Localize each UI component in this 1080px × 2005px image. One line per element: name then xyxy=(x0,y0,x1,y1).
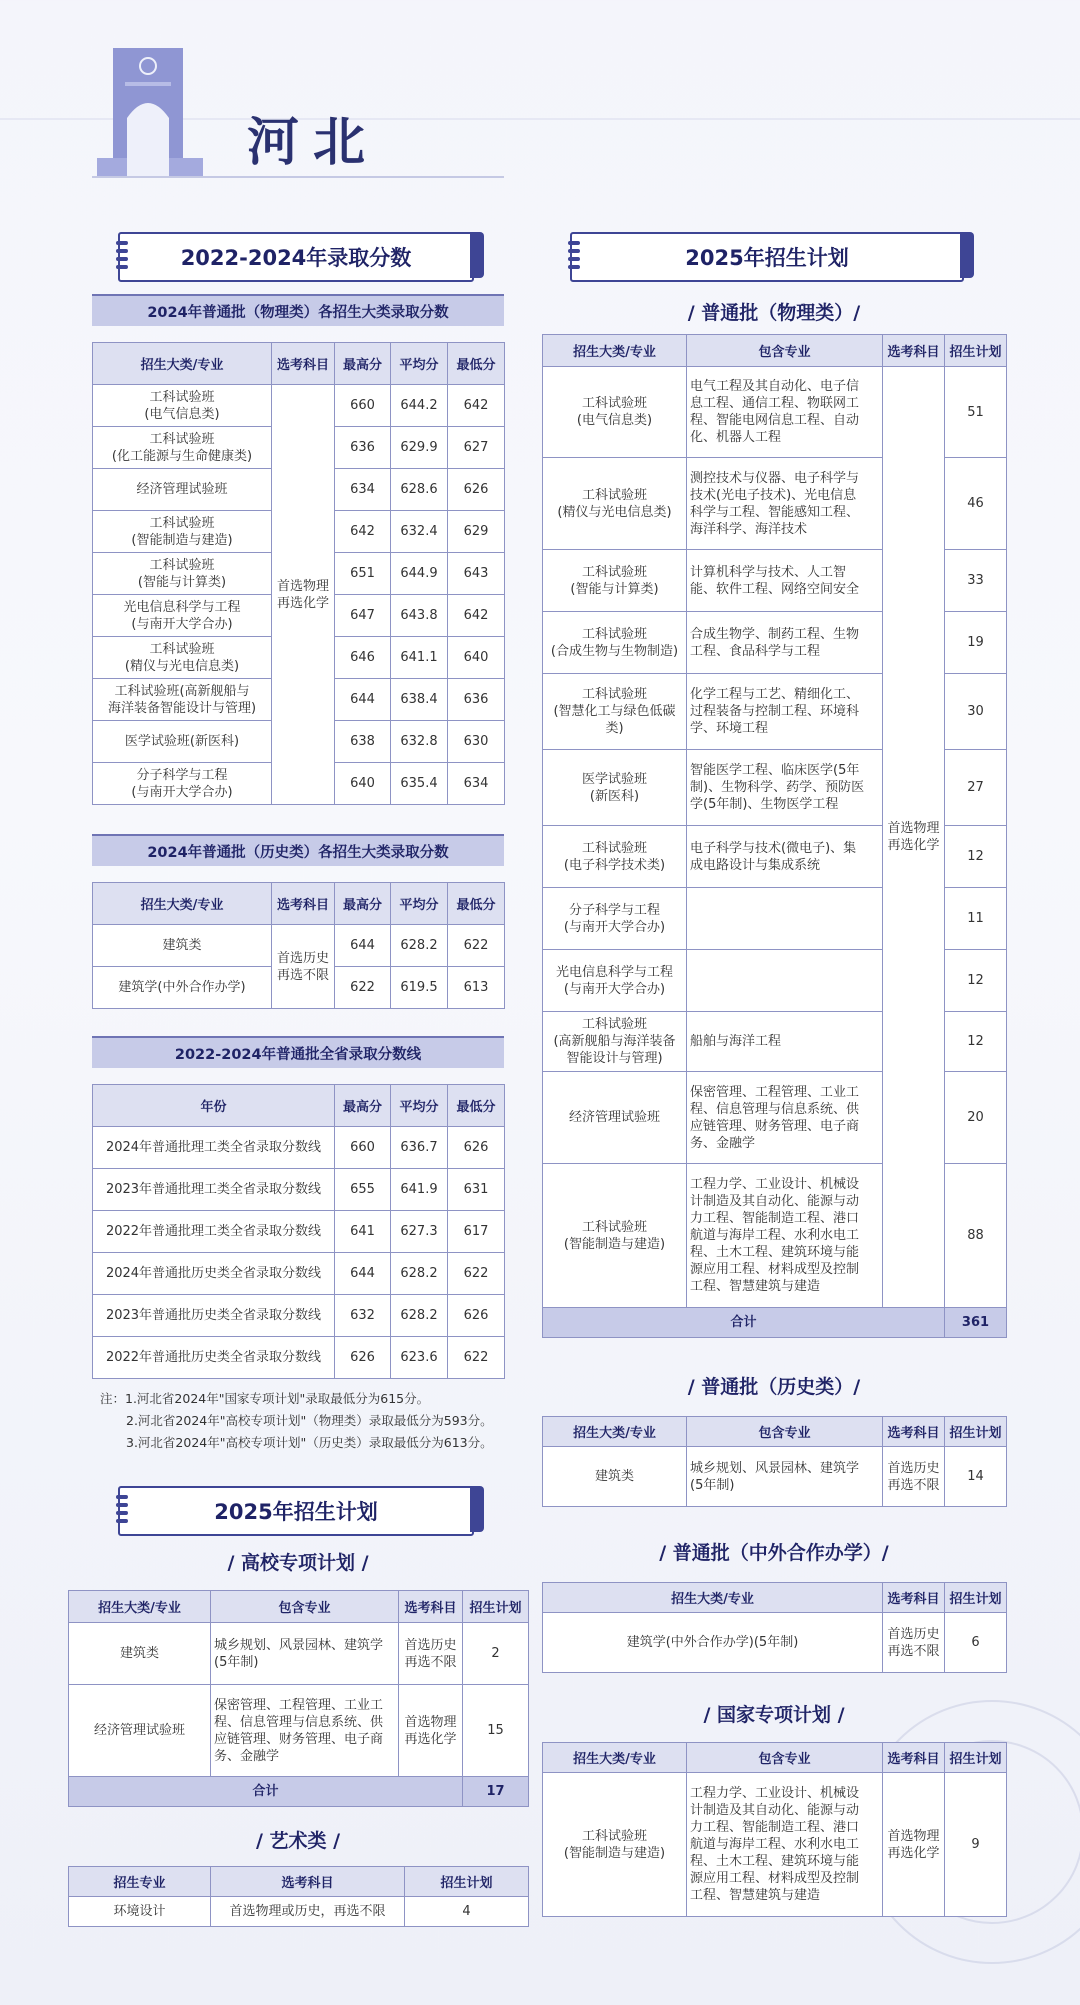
column-header: 包含专业 xyxy=(687,335,883,367)
table-row xyxy=(93,385,505,427)
min-score: 643 xyxy=(448,553,505,595)
column-header: 招生计划 xyxy=(405,1867,529,1897)
note-2: 2.河北省2024年"高校专项计划"（物理类）录取最低分为593分。 xyxy=(126,1413,493,1428)
avg-score: 627.3 xyxy=(391,1211,448,1253)
plan-count: 2 xyxy=(463,1623,529,1685)
major-name: 分子科学与工程 (与南开大学合办) xyxy=(543,888,687,950)
table-header-row xyxy=(93,1085,505,1127)
subject-requirement: 首选物理 再选化学 xyxy=(883,1773,945,1917)
major-name: 经济管理试验班 xyxy=(69,1685,211,1777)
table-row xyxy=(69,1623,529,1685)
table-row xyxy=(543,367,1007,458)
column-header: 招生计划 xyxy=(945,1417,1007,1447)
major-name: 工科试验班 (智能制造与建造) xyxy=(543,1164,687,1308)
subject-requirement: 首选历史 再选不限 xyxy=(399,1623,463,1685)
subject-requirement: 首选历史 再选不限 xyxy=(272,925,335,1009)
max-score: 640 xyxy=(335,763,391,805)
column-header: 招生大类/专业 xyxy=(543,1417,687,1447)
table-row xyxy=(543,1773,1007,1917)
min-score: 622 xyxy=(448,1337,505,1379)
avg-score: 632.8 xyxy=(391,721,448,763)
plan-count: 12 xyxy=(945,1012,1007,1072)
subject-requirement: 首选物理或历史，再选不限 xyxy=(211,1897,405,1927)
major-name: 工科试验班 (智能与计算类) xyxy=(93,553,272,595)
history-plan-heading: / 普通批（历史类）/ xyxy=(687,1376,861,1398)
major-name: 工科试验班 (精仪与光电信息类) xyxy=(543,458,687,550)
major-name: 环境设计 xyxy=(69,1897,211,1927)
min-score: 630 xyxy=(448,721,505,763)
column-header: 招生专业 xyxy=(69,1867,211,1897)
avg-score: 629.9 xyxy=(391,427,448,469)
min-score: 622 xyxy=(448,1253,505,1295)
national-plan-heading: / 国家专项计划 / xyxy=(703,1704,845,1726)
max-score: 641 xyxy=(335,1211,391,1253)
note-3: 3.河北省2024年"高校专项计划"（历史类）录取最低分为613分。 xyxy=(126,1435,493,1450)
major-name: 工科试验班 (精仪与光电信息类) xyxy=(93,637,272,679)
table-header-row xyxy=(93,343,505,385)
column-header: 选考科目 xyxy=(211,1867,405,1897)
avg-score: 628.2 xyxy=(391,1295,448,1337)
max-score: 660 xyxy=(335,1127,391,1169)
gaoxiao-plan-heading: / 高校专项计划 / xyxy=(227,1552,369,1574)
avg-score: 628.2 xyxy=(391,925,448,967)
year-line-name: 2024年普通批历史类全省录取分数线 xyxy=(93,1253,335,1295)
table-row xyxy=(93,1127,505,1169)
column-header: 选考科目 xyxy=(272,883,335,925)
max-score: 644 xyxy=(335,679,391,721)
plan-count: 15 xyxy=(463,1685,529,1777)
total-label: 合计 xyxy=(543,1308,945,1338)
major-name: 工科试验班 (电气信息类) xyxy=(543,367,687,458)
included-majors: 电气工程及其自动化、电子信 息工程、通信工程、物联网工 程、智能电网信息工程、自动 化、机器人工程 xyxy=(687,367,883,458)
table-header-row xyxy=(543,1417,1007,1447)
avg-score: 636.7 xyxy=(391,1127,448,1169)
included-majors: 合成生物学、制药工程、生物 工程、食品科学与工程 xyxy=(687,612,883,674)
column-header: 招生大类/专业 xyxy=(93,883,272,925)
column-header: 包含专业 xyxy=(687,1417,883,1447)
subject-requirement: 首选历史 再选不限 xyxy=(883,1447,945,1507)
avg-score: 641.9 xyxy=(391,1169,448,1211)
section-banner-scores xyxy=(118,232,474,282)
major-name: 工科试验班 (智能制造与建造) xyxy=(93,511,272,553)
major-name: 医学试验班 (新医科) xyxy=(543,750,687,826)
column-header: 选考科目 xyxy=(883,1583,945,1613)
avg-score: 644.2 xyxy=(391,385,448,427)
section-banner-plan-right xyxy=(570,232,964,282)
table-header-row xyxy=(69,1591,529,1623)
avg-score: 641.1 xyxy=(391,637,448,679)
avg-score: 628.2 xyxy=(391,1253,448,1295)
history-scores-heading: 2024年普通批（历史类）各招生大类录取分数 xyxy=(92,834,504,866)
included-majors: 城乡规划、风景园林、建筑学 (5年制) xyxy=(687,1447,883,1507)
major-name: 工科试验班 (电气信息类) xyxy=(93,385,272,427)
physics-plan-heading: / 普通批（物理类）/ xyxy=(687,302,861,324)
min-score: 627 xyxy=(448,427,505,469)
included-majors: 电子科学与技术(微电子)、集 成电路设计与集成系统 xyxy=(687,826,883,888)
column-header: 平均分 xyxy=(391,883,448,925)
column-header: 最低分 xyxy=(448,1085,505,1127)
year-line-name: 2022年普通批历史类全省录取分数线 xyxy=(93,1337,335,1379)
column-header: 包含专业 xyxy=(687,1743,883,1773)
major-name: 建筑学(中外合作办学) xyxy=(93,967,272,1009)
year-line-name: 2023年普通批历史类全省录取分数线 xyxy=(93,1295,335,1337)
avg-score: 619.5 xyxy=(391,967,448,1009)
plan-count: 9 xyxy=(945,1773,1007,1917)
table-row xyxy=(93,1337,505,1379)
column-header: 招生大类/专业 xyxy=(93,343,272,385)
max-score: 655 xyxy=(335,1169,391,1211)
plan-count: 33 xyxy=(945,550,1007,612)
min-score: 613 xyxy=(448,967,505,1009)
major-name: 建筑类 xyxy=(69,1623,211,1685)
major-name: 工科试验班 (高新舰船与海洋装备 智能设计与管理) xyxy=(543,1012,687,1072)
physics-scores-table xyxy=(92,342,505,805)
column-header: 选考科目 xyxy=(883,1743,945,1773)
column-header: 最低分 xyxy=(448,883,505,925)
included-majors: 城乡规划、风景园林、建筑学 (5年制) xyxy=(211,1623,399,1685)
column-header: 包含专业 xyxy=(211,1591,399,1623)
year-line-name: 2024年普通批理工类全省录取分数线 xyxy=(93,1127,335,1169)
total-count: 17 xyxy=(463,1777,529,1807)
major-name: 工科试验班 (智能与计算类) xyxy=(543,550,687,612)
column-header: 最低分 xyxy=(448,343,505,385)
province-lines-heading: 2022-2024年普通批全省录取分数线 xyxy=(92,1036,504,1068)
table-row xyxy=(69,1777,529,1807)
major-name: 建筑类 xyxy=(543,1447,687,1507)
table-row xyxy=(93,1295,505,1337)
max-score: 651 xyxy=(335,553,391,595)
table-row xyxy=(93,925,505,967)
min-score: 636 xyxy=(448,679,505,721)
subject-requirement: 首选物理 再选化学 xyxy=(272,385,335,805)
max-score: 632 xyxy=(335,1295,391,1337)
column-header: 选考科目 xyxy=(883,335,945,367)
note-1: 注：1.河北省2024年"国家专项计划"录取最低分为615分。 xyxy=(100,1391,430,1406)
included-majors: 工程力学、工业设计、机械设 计制造及其自动化、能源与动 力工程、智能制造工程、港口 航道与海岸工程、水利水电工 程、土木工程、建筑环境与能 源应用工程、材料成型及控制 工程、智慧建筑与建造 xyxy=(687,1773,883,1917)
plan-count: 30 xyxy=(945,674,1007,750)
major-name: 工科试验班 (化工能源与生命健康类) xyxy=(93,427,272,469)
table-row xyxy=(69,1685,529,1777)
column-header: 最高分 xyxy=(335,343,391,385)
banner-label: 2025年招生计划 xyxy=(685,246,849,270)
plan-count: 51 xyxy=(945,367,1007,458)
gaoxiao-plan-table xyxy=(68,1590,529,1807)
year-line-name: 2023年普通批理工类全省录取分数线 xyxy=(93,1169,335,1211)
history-scores-table xyxy=(92,882,505,1009)
column-header: 招生大类/专业 xyxy=(543,1743,687,1773)
avg-score: 635.4 xyxy=(391,763,448,805)
major-name: 工科试验班 (合成生物与生物制造) xyxy=(543,612,687,674)
subject-requirement: 首选物理 再选化学 xyxy=(399,1685,463,1777)
plan-count: 88 xyxy=(945,1164,1007,1308)
avg-score: 638.4 xyxy=(391,679,448,721)
included-majors: 计算机科学与技术、人工智 能、软件工程、网络空间安全 xyxy=(687,550,883,612)
min-score: 642 xyxy=(448,385,505,427)
column-header: 年份 xyxy=(93,1085,335,1127)
section-banner-plan-left xyxy=(118,1486,474,1536)
major-name: 工科试验班(高新舰船与 海洋装备智能设计与管理) xyxy=(93,679,272,721)
max-score: 634 xyxy=(335,469,391,511)
column-header: 招生计划 xyxy=(945,1743,1007,1773)
major-name: 工科试验班 (智慧化工与绿色低碳类) xyxy=(543,674,687,750)
plan-count: 14 xyxy=(945,1447,1007,1507)
max-score: 622 xyxy=(335,967,391,1009)
history-plan-table xyxy=(542,1416,1007,1507)
included-majors: 船舶与海洋工程 xyxy=(687,1012,883,1072)
included-majors xyxy=(687,950,883,1012)
subject-requirement: 首选历史 再选不限 xyxy=(883,1613,945,1673)
year-line-name: 2022年普通批理工类全省录取分数线 xyxy=(93,1211,335,1253)
plan-count: 6 xyxy=(945,1613,1007,1673)
min-score: 617 xyxy=(448,1211,505,1253)
plan-count: 12 xyxy=(945,950,1007,1012)
included-majors: 智能医学工程、临床医学(5年 制)、生物科学、药学、预防医 学(5年制)、生物医学工程 xyxy=(687,750,883,826)
major-name: 工科试验班 (智能制造与建造) xyxy=(543,1773,687,1917)
column-header: 最高分 xyxy=(335,1085,391,1127)
min-score: 626 xyxy=(448,1295,505,1337)
plan-count: 19 xyxy=(945,612,1007,674)
total-label: 合计 xyxy=(69,1777,463,1807)
min-score: 626 xyxy=(448,469,505,511)
major-name: 光电信息科学与工程 (与南开大学合办) xyxy=(543,950,687,1012)
table-header-row xyxy=(543,1743,1007,1773)
university-gate-icon xyxy=(95,48,205,178)
plan-count: 12 xyxy=(945,826,1007,888)
table-header-row xyxy=(69,1867,529,1897)
subject-requirement: 首选物理 再选化学 xyxy=(883,367,945,1308)
included-majors: 工程力学、工业设计、机械设 计制造及其自动化、能源与动 力工程、智能制造工程、港口 航道与海岸工程、水利水电工 程、土木工程、建筑环境与能 源应用工程、材料成型及控制 工程、智慧建筑与建造 xyxy=(687,1164,883,1308)
included-majors: 保密管理、工程管理、工业工 程、信息管理与信息系统、供 应链管理、财务管理、电子商 务、金融学 xyxy=(211,1685,399,1777)
major-name: 光电信息科学与工程 (与南开大学合办) xyxy=(93,595,272,637)
physics-scores-heading: 2024年普通批（物理类）各招生大类录取分数 xyxy=(92,294,504,326)
major-name: 经济管理试验班 xyxy=(93,469,272,511)
column-header: 招生大类/专业 xyxy=(69,1591,211,1623)
coop-plan-heading: / 普通批（中外合作办学）/ xyxy=(659,1542,889,1564)
column-header: 平均分 xyxy=(391,1085,448,1127)
column-header: 选考科目 xyxy=(272,343,335,385)
avg-score: 643.8 xyxy=(391,595,448,637)
included-majors: 化学工程与工艺、精细化工、 过程装备与控制工程、环境科 学、环境工程 xyxy=(687,674,883,750)
major-name: 分子科学与工程 (与南开大学合办) xyxy=(93,763,272,805)
max-score: 644 xyxy=(335,1253,391,1295)
major-name: 建筑学(中外合作办学)(5年制) xyxy=(543,1613,883,1673)
table-header-row xyxy=(93,883,505,925)
plan-count: 11 xyxy=(945,888,1007,950)
min-score: 640 xyxy=(448,637,505,679)
max-score: 647 xyxy=(335,595,391,637)
included-majors xyxy=(687,888,883,950)
major-name: 工科试验班 (电子科学技术类) xyxy=(543,826,687,888)
table-row xyxy=(93,1211,505,1253)
table-row xyxy=(93,1169,505,1211)
major-name: 医学试验班(新医科) xyxy=(93,721,272,763)
table-header-row xyxy=(543,335,1007,367)
avg-score: 632.4 xyxy=(391,511,448,553)
avg-score: 644.9 xyxy=(391,553,448,595)
physics-plan-table xyxy=(542,334,1007,1338)
page-title: 河北 xyxy=(247,113,380,173)
province-lines-table xyxy=(92,1084,505,1379)
max-score: 626 xyxy=(335,1337,391,1379)
coop-plan-table xyxy=(542,1582,1007,1673)
plan-count: 27 xyxy=(945,750,1007,826)
max-score: 644 xyxy=(335,925,391,967)
banner-label: 2025年招生计划 xyxy=(214,1500,378,1524)
included-majors: 保密管理、工程管理、工业工 程、信息管理与信息系统、供 应链管理、财务管理、电子商 务、金融学 xyxy=(687,1072,883,1164)
column-header: 招生计划 xyxy=(945,335,1007,367)
major-name: 经济管理试验班 xyxy=(543,1072,687,1164)
included-majors: 测控技术与仪器、电子科学与 技术(光电子技术)、光电信息 科学与工程、智能感知工程、 海洋科学、海洋技术 xyxy=(687,458,883,550)
table-row xyxy=(543,1613,1007,1673)
column-header: 招生计划 xyxy=(945,1583,1007,1613)
avg-score: 628.6 xyxy=(391,469,448,511)
max-score: 636 xyxy=(335,427,391,469)
column-header: 平均分 xyxy=(391,343,448,385)
column-header: 选考科目 xyxy=(399,1591,463,1623)
table-row xyxy=(543,1447,1007,1507)
art-plan-heading: / 艺术类 / xyxy=(255,1830,341,1852)
art-plan-table xyxy=(68,1866,529,1927)
total-count: 361 xyxy=(945,1308,1007,1338)
column-header: 招生大类/专业 xyxy=(543,335,687,367)
major-name: 建筑类 xyxy=(93,925,272,967)
column-header: 招生大类/专业 xyxy=(543,1583,883,1613)
max-score: 646 xyxy=(335,637,391,679)
plan-count: 46 xyxy=(945,458,1007,550)
table-row xyxy=(93,1253,505,1295)
min-score: 629 xyxy=(448,511,505,553)
min-score: 631 xyxy=(448,1169,505,1211)
max-score: 642 xyxy=(335,511,391,553)
national-plan-table xyxy=(542,1742,1007,1917)
table-header-row xyxy=(543,1583,1007,1613)
plan-count: 4 xyxy=(405,1897,529,1927)
max-score: 660 xyxy=(335,385,391,427)
banner-label: 2022-2024年录取分数 xyxy=(180,246,412,270)
table-row xyxy=(543,1308,1007,1338)
min-score: 642 xyxy=(448,595,505,637)
max-score: 638 xyxy=(335,721,391,763)
plan-count: 20 xyxy=(945,1072,1007,1164)
min-score: 626 xyxy=(448,1127,505,1169)
avg-score: 623.6 xyxy=(391,1337,448,1379)
min-score: 622 xyxy=(448,925,505,967)
table-row xyxy=(69,1897,529,1927)
min-score: 634 xyxy=(448,763,505,805)
column-header: 招生计划 xyxy=(463,1591,529,1623)
notes xyxy=(100,1388,520,1454)
column-header: 最高分 xyxy=(335,883,391,925)
title-divider xyxy=(92,176,504,178)
column-header: 选考科目 xyxy=(883,1417,945,1447)
